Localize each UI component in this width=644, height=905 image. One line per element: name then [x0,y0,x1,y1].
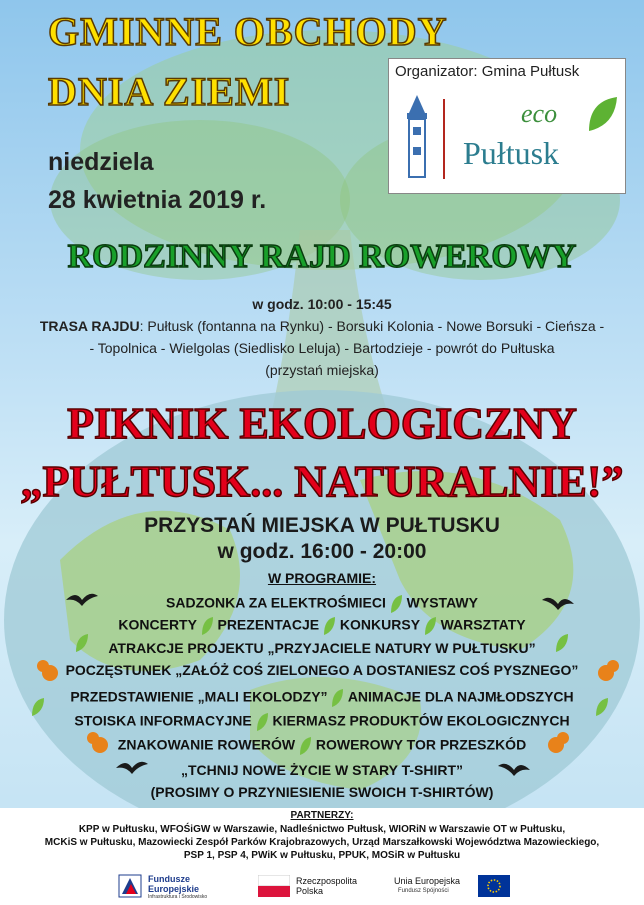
partners-line3: PSP 1, PSP 4, PWiK w Pułtusku, PPUK, MOSiR w Pułtusku [183,850,461,861]
organizer-box [388,58,626,194]
leaf-icon [390,594,403,614]
program-row9: (PROSIMY O PRZYNIESIENIE SWOICH T-SHIRTÓW) [150,784,494,800]
route-text1: : Pułtusk (fontanna na Rynku) - Borsuki Kolonia - Nowe Borsuki - Cieńsza - [139,318,605,334]
route-line3: (przystań miejska) [265,362,379,378]
program-row8: „TCHNIJ NOWE ŻYCIE W STARY T-SHIRT” [180,762,464,778]
leaf-icon [299,736,312,756]
leaf-icon [256,712,269,732]
organizer-label: Organizator: Gmina Pułtusk [395,63,580,80]
program-item-bike-marking: ZNAKOWANIE ROWERÓW [117,736,296,753]
ue-subtitle: Fundusz Spójności [398,888,449,894]
program-row6 [0,712,644,732]
polish-flag-icon [258,875,290,897]
program-header: W PROGRAMIE: [267,570,377,586]
program-row7 [0,736,644,756]
title-line1: GMINNE OBCHODY [48,9,448,54]
partners-header: PARTNERZY: [290,810,354,821]
eu-funds-icon [118,874,144,898]
program-item-contests: KONKURSY [339,616,420,633]
program-row3: ATRAKCJE PROJEKTU „PRZYJACIELE NATURY W PUŁTUSKU” [108,640,536,656]
program-row2 [0,616,644,636]
leaf-icon [323,616,336,636]
partners-line2: MCKiS w Pułtusku, Mazowiecki Zespół Parków Krajobrazowych, Urząd Marszałkowski Województwa Mazowieckiego, [44,837,600,848]
rally-title: RODZINNY RAJD ROWEROWY [67,238,577,275]
logo-eco: eco [521,99,558,128]
program-item-info-stands: STOISKA INFORMACYJNE [74,712,252,729]
leaf-icon [585,95,619,135]
program-item-presentations: PREZENTACJE [217,616,320,633]
picnic-subtitle: „PUŁTUSK... NATURALNIE!” [20,457,624,506]
title-line2: DNIA ZIEMI [48,69,291,114]
date-full: 28 kwietnia 2019 r. [48,186,267,214]
picnic-title: PIKNIK EKOLOGICZNY [67,399,577,448]
eu-flag-icon [478,875,510,897]
program-item-play: PRZEDSTAWIENIE „MALI EKOLODZY” [70,688,328,705]
route-line1 [0,318,644,334]
leaf-icon [201,616,214,636]
rp-logo [258,872,378,900]
program-item-exhibitions: WYSTAWY [406,594,478,611]
rp-title: Rzeczpospolita Polska [296,876,358,896]
rally-hours: w godz. 10:00 - 15:45 [252,296,392,312]
ue-title: Unia Europejska [394,876,461,886]
partners-line1: KPP w Pułtusku, WFOŚiGW w Warszawie, Nadleśnictwo Pułtusk, WIORiN w Warszawie OT w Pułtusku, [78,824,566,835]
program-item-eco-fair: KIERMASZ PRODUKTÓW EKOLOGICZNYCH [272,712,570,729]
logo-divider [443,99,445,179]
program-row4: POCZĘSTUNEK „ZAŁÓŻ COŚ ZIELONEGO A DOSTANIESZ COŚ PYSZNEGO” [65,662,579,678]
program-item-workshops: WARSZTATY [440,616,526,633]
tower-logo-icon [397,93,437,183]
logo-city: Pułtusk [463,135,560,171]
date-weekday: niedziela [48,148,154,176]
eu-funds-subtitle: Infrastruktura i Środowisko [148,894,208,900]
eu-funds-logo [118,872,228,900]
program-item-bike-course: ROWEROWY TOR PRZESZKÓD [315,736,527,753]
venue: PRZYSTAŃ MIEJSKA W PUŁTUSKU [144,514,500,537]
route-label: TRASA RAJDU [39,318,140,334]
partners-section [0,808,644,905]
venue-hours: w godz. 16:00 - 20:00 [217,540,427,563]
program-item-ewaste: SADZONKA ZA ELEKTROŚMIECI [166,594,386,611]
leaf-icon [331,688,344,708]
route-line2: - Topolnica - Wielgolas (Siedlisko Leluja) - Bartodzieje - powrót do Pułtuska [89,340,555,356]
program-row1 [0,594,644,614]
program-item-concerts: KONCERTY [118,616,197,633]
leaf-icon [424,616,437,636]
eu-funds-title: Fundusze Europejskie [148,874,200,894]
program-item-animations: ANIMACJE DLA NAJMŁODSZYCH [347,688,574,705]
ue-logo [394,872,534,900]
program-row5 [0,688,644,708]
